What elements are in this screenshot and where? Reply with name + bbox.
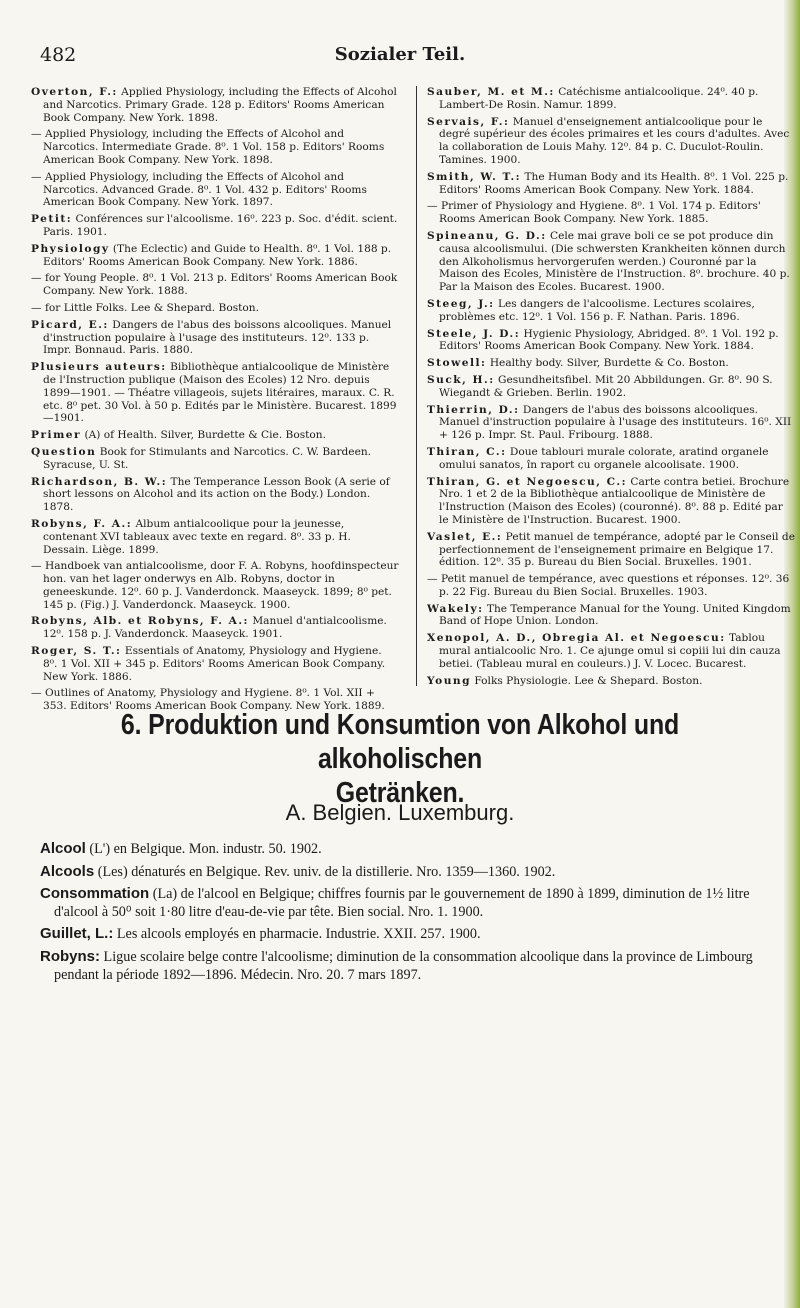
bibliography-entry	[427, 675, 795, 688]
bibliography-entry	[40, 885, 780, 921]
bibliography-entry	[31, 645, 399, 683]
entry-author: Physiology	[31, 242, 110, 255]
page-number: 482	[40, 44, 77, 66]
entry-text: Ligue scolaire belge contre l'alcoolisme; diminution de la consommation alcoolique dans la province de Limbourg pendant la période 1892—1896. Médecin. Nro. 20. 7 mars 1897.	[54, 948, 753, 983]
entry-text: Applied Physiology, including the Effects of Alcohol and Narcotics. Primary Grade. 128 p. Editors' Rooms American Book Company. New York. 1898.	[43, 86, 397, 124]
right-column	[427, 86, 795, 691]
bibliography-entry	[427, 298, 795, 324]
entry-text: Album antialcoolique pour la jeunesse, contenant XVI tableaux avec texte en regard. 8⁰. 33 p. H. Dessain. Liège. 1899.	[43, 517, 351, 556]
bibliography-entry	[31, 476, 399, 514]
bibliography-entry	[31, 86, 399, 124]
bibliography-entry	[40, 840, 780, 859]
entry-text: — Applied Physiology, including the Effects of Alcohol and Narcotics. Advanced Grade. 8⁰. 1 Vol. 432 p. Editors' Rooms American Book Company. New York. 1897.	[31, 170, 367, 209]
entry-author: Xenopol, A. D., Obregia Al. et Negoescu:	[427, 632, 726, 645]
entry-author: Wakely:	[427, 602, 484, 615]
running-head: Sozialer Teil.	[334, 44, 466, 65]
entry-author: Petit:	[31, 213, 73, 226]
entry-text: — for Little Folks. Lee & Shepard. Boston.	[31, 301, 259, 314]
bibliography-entry	[31, 361, 399, 425]
entry-text: — Handboek van antialcoolisme, door F. A. Robyns, hoofdinspecteur hon. van het lager onderwys en Alb. Robyns, doctor in geneeskunde. 12⁰. 60 p. J. Vanderdonck. Maaseyck. 1899; 8⁰ pet. 145 p. (Fig.) J. Vanderdonck. Maaseyck. 1900.	[31, 560, 399, 611]
entry-text: Petit manuel de tempérance, adopté par le Conseil de perfectionnement de l'enseignement primaire en Belgique 17. édition. 12⁰. 35 p. Bureau du Bien Social. Bruxelles. 1901.	[439, 530, 795, 569]
entry-text: Les dangers de l'alcoolisme. Lectures scolaires, problèmes etc. 12⁰. 1 Vol. 156 p. F. Nathan. Paris. 1896.	[439, 297, 755, 323]
bibliography-entry	[31, 446, 399, 472]
entry-author: Vaslet, E.:	[427, 530, 503, 543]
entry-text: The Temperance Manual for the Young. United Kingdom Band of Hope Union. London.	[439, 602, 791, 628]
bibliography-entry	[427, 573, 795, 599]
entry-text: Les alcools employés en pharmacie. Industrie. XXII. 257. 1900.	[116, 926, 481, 943]
left-column	[31, 86, 399, 717]
entry-text: — Petit manuel de tempérance, avec questions et réponses. 12⁰. 36 p. 22 Fig. Bureau du Bien Social. Bruxelles. 1903.	[427, 573, 790, 598]
entry-author: Overton, F.:	[31, 86, 118, 98]
bibliography-entry	[427, 632, 795, 670]
entry-text: Dangers de l'abus des boissons alcooliques. Manuel d'instruction populaire à l'usage des instituteurs. 12⁰. 133 p. Impr. Bonnaud. Paris. 1880.	[43, 318, 392, 357]
entry-text: Gesundheitsfibel. Mit 20 Abbildungen. Gr. 8⁰. 90 S. Wiegandt & Grieben. Berlin. 1902.	[439, 373, 773, 399]
bibliography-entry	[427, 116, 795, 167]
section-title-line-2: Getränken.	[335, 777, 465, 809]
entry-text: Healthy body. Silver, Burdette & Co. Boston.	[489, 357, 729, 370]
entry-text: Dangers de l'abus des boissons alcooliques. Manuel d'instruction populaire à l'usage des instituteurs. 16⁰. XII + 126 p. Impr. St. Paul. Fribourg. 1888.	[439, 403, 792, 442]
bibliography-entry	[31, 171, 399, 209]
entry-author: Picard, E.:	[31, 318, 109, 331]
entry-author: Thiran, G. et Negoescu, C.:	[427, 475, 627, 488]
entry-text: — Outlines of Anatomy, Physiology and Hygiene. 8⁰. 1 Vol. XII + 353. Editors' Rooms American Book Company. New York. 1889.	[31, 687, 385, 713]
bibliography-entry	[31, 302, 399, 315]
subsection-title: A. Belgien. Luxemburg.	[285, 800, 515, 825]
entry-text: Cele mai grave boli ce se pot produce din causa alcoolismului. (Die schwersten Krankheiten können durch den Alkoholismus hervorgerufen werden.) Couronné par la Maison des Ecoles, Ministère de l'Instruction. 8⁰. brochure. 40 p. Par la Maison des Ecoles. Bucarest. 1900.	[439, 229, 790, 294]
bibliography-entry	[427, 446, 795, 472]
entry-author: Consommation	[40, 885, 150, 903]
bibliography-entry	[427, 404, 795, 442]
bibliography-entry	[427, 86, 795, 112]
entry-text: The Temperance Lesson Book (A serie of short lessons on Alcohol and its action on the Body.) London. 1878.	[43, 475, 390, 514]
column-divider	[416, 86, 417, 686]
bibliography-entry	[427, 374, 795, 400]
bottom-entries	[40, 840, 780, 988]
bibliography-entry	[31, 272, 399, 298]
bibliography-entry	[427, 476, 795, 527]
entry-author: Robyns, Alb. et Robyns, F. A.:	[31, 615, 249, 628]
bibliography-entry	[31, 429, 399, 442]
entry-author: Robyns, F. A.:	[31, 517, 133, 530]
entry-text: Manuel d'antialcoolisme. 12⁰. 158 p. J. Vanderdonck. Maaseyck. 1901.	[43, 615, 387, 641]
bibliography-entry	[427, 357, 795, 370]
entry-text: Bibliothèque antialcoolique de Ministère de l'Instruction publique (Maison des Ecoles) 12 Nro. depuis 1899—1901. — Théatre villageois, sujets litéraires, maraux. C. R. etc. 8⁰ pet. 30 Vol. à 50 p. Edités par le Ministère. Bucarest. 1899—1901.	[43, 361, 397, 425]
entry-text: (L') en Belgique. Mon. industr. 50. 1902.	[89, 841, 322, 857]
bibliography-entry	[40, 925, 780, 944]
bibliography-entry	[427, 171, 795, 197]
entry-author: Plusieurs auteurs:	[31, 361, 167, 374]
entry-text: (Les) dénaturés en Belgique. Rev. univ. de la distillerie. Nro. 1359—1360. 1902.	[97, 863, 556, 880]
entry-text: Doue tablouri murale colorate, aratind organele omului sanatos, în raport cu organele alcoolisate. 1900.	[439, 445, 769, 471]
bibliography-entry	[31, 213, 399, 239]
entry-text: (La) de l'alcool en Belgique; chiffres fournis par le gouvernement de 1890 à 1899, diminution de 1½ litre d'alcool à 50⁰ soit 1·80 litre d'eau-de-vie par tête. Bien social. Nro. 1. 1900.	[54, 886, 750, 920]
entry-text: Tablou mural antialcoolic Nro. 1. Ce ajunge omul si copiii lui din cauza betiei. (Tableau mural en couleurs.) J. V. Locec. Bucarest.	[439, 632, 781, 670]
entry-author: Thierrin, D.:	[427, 403, 520, 416]
bibliography-entry	[31, 243, 399, 269]
entry-text: The Human Body and its Health. 8⁰. 1 Vol. 225 p. Editors' Rooms American Book Company. New York. 1884.	[439, 170, 789, 196]
entry-author: Richardson, B. W.:	[31, 475, 168, 488]
entry-text: — for Young People. 8⁰. 1 Vol. 213 p. Editors' Rooms American Book Company. New York. 1888.	[31, 272, 398, 298]
section-title-line-1: 6. Produktion und Konsumtion von Alkohol und alkoholischen	[120, 709, 680, 775]
entry-text: (The Eclectic) and Guide to Health. 8⁰. 1 Vol. 188 p. Editors' Rooms American Book Company. New York. 1886.	[43, 242, 392, 268]
entry-text: Essentials of Anatomy, Physiology and Hygiene. 8⁰. 1 Vol. XII + 345 p. Editors' Rooms American Book Company. New York. 1886.	[43, 645, 386, 683]
entry-author: Guillet, L.:	[40, 925, 114, 943]
entry-text: (A) of Health. Silver, Burdette & Cie. Boston.	[84, 429, 326, 442]
bibliography-entry	[40, 948, 780, 984]
entry-author: Question	[31, 445, 97, 458]
bibliography-entry	[40, 863, 780, 882]
entry-author: Spineanu, G. D.:	[427, 229, 547, 242]
entry-text: Manuel d'enseignement antialcoolique pour le degré supérieur des écoles primaires et les cours d'adultes. Avec la collaboration de Louis Mahy. 12⁰. 84 p. C. Duculot-Roulin. Tamines. 1900.	[439, 115, 790, 166]
entry-author: Steeg, J.:	[427, 297, 495, 310]
entry-author: Thiran, C.:	[427, 445, 507, 458]
entry-text: Folks Physiologie. Lee & Shepard. Boston.	[474, 674, 703, 687]
entry-author: Suck, H.:	[427, 373, 495, 386]
bibliography-entry	[427, 328, 795, 354]
entry-author: Alcool	[40, 840, 86, 857]
entry-text: — Primer of Physiology and Hygiene. 8⁰. 1 Vol. 174 p. Editors' Rooms American Book Company. New York. 1885.	[427, 200, 761, 226]
bibliography-entry	[427, 603, 795, 629]
entry-text: Hygienic Physiology, Abridged. 8⁰. 1 Vol. 192 p. Editors' Rooms American Book Company. New York. 1884.	[439, 327, 779, 353]
entry-author: Smith, W. T.:	[427, 170, 522, 183]
bibliography-entry	[427, 200, 795, 226]
entry-author: Steele, J. D.:	[427, 327, 521, 340]
bibliography-entry	[31, 128, 399, 166]
bibliography-entry	[31, 319, 399, 357]
entry-author: Alcools	[40, 862, 95, 880]
entry-text: Conférences sur l'alcoolisme. 16⁰. 223 p. Soc. d'édit. scient. Paris. 1901.	[43, 213, 398, 238]
page-header	[0, 44, 800, 68]
bibliography-entry	[31, 615, 399, 641]
entry-author: Stowell:	[427, 357, 487, 370]
entry-author: Primer	[31, 429, 82, 442]
entry-text: — Applied Physiology, including the Effects of Alcohol and Narcotics. Intermediate Grade. 8⁰. 1 Vol. 158 p. Editors' Rooms American Book Company. New York. 1898.	[31, 128, 385, 166]
bibliography-entry	[427, 230, 795, 294]
entry-author: Young	[427, 674, 472, 687]
entry-author: Servais, F.:	[427, 115, 510, 128]
entry-author: Sauber, M. et M.:	[427, 86, 555, 98]
entry-author: Roger, S. T.:	[31, 645, 122, 658]
entry-author: Robyns:	[40, 947, 100, 965]
bibliography-entry	[427, 531, 795, 569]
entry-text: Book for Stimulants and Narcotics. C. W. Bardeen. Syracuse, U. St.	[43, 445, 372, 471]
entry-text: Carte contra betiei. Brochure Nro. 1 et 2 de la Bibliothèque antialcoolique de Ministère de l'Instruction (Maison des Ecoles) (couronné). 8⁰. 88 p. Edité par le Ministère de l'Instruction. Bucarest. 1900.	[439, 475, 790, 526]
entry-text: Catéchisme antialcoolique. 24⁰. 40 p. Lambert-De Rosin. Namur. 1899.	[439, 86, 759, 111]
bibliography-entry	[31, 560, 399, 611]
section-title	[56, 708, 744, 810]
bibliography-entry	[31, 518, 399, 556]
